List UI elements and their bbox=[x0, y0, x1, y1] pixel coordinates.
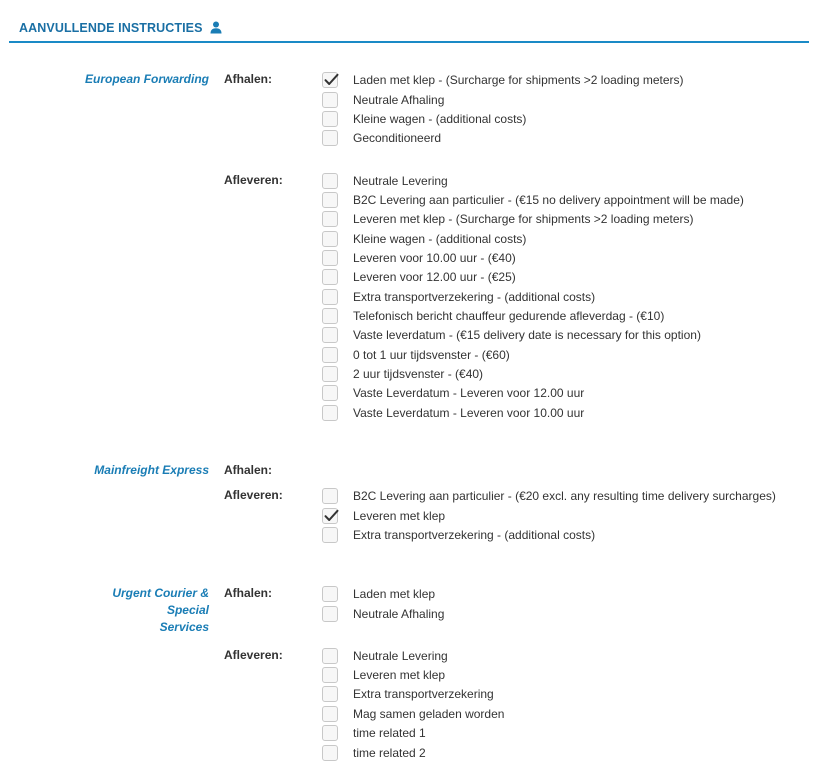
option-label: Neutrale Afhaling bbox=[353, 606, 445, 621]
checkbox[interactable] bbox=[322, 385, 338, 401]
option-row[interactable] bbox=[322, 526, 595, 543]
group-label-afleveren: Afleveren: bbox=[224, 648, 283, 662]
option-label: Leveren met klep bbox=[353, 667, 446, 682]
option-row[interactable] bbox=[322, 384, 584, 401]
option-row[interactable] bbox=[322, 487, 776, 504]
checkbox[interactable] bbox=[322, 508, 338, 524]
option-label: Vaste Leverdatum - Leveren voor 10.00 uur bbox=[353, 405, 585, 420]
option-label: B2C Levering aan particulier - (€20 excl. any resulting time delivery surcharges) bbox=[353, 488, 776, 503]
checkbox[interactable] bbox=[322, 706, 338, 722]
group-label-afhalen: Afhalen: bbox=[224, 72, 272, 86]
service-name-european-forwarding: European Forwarding bbox=[84, 72, 209, 86]
option-label: time related 1 bbox=[353, 725, 426, 740]
checkbox[interactable] bbox=[322, 527, 338, 543]
option-label: Extra transportverzekering bbox=[353, 686, 494, 701]
option-label: Leveren voor 12.00 uur - (€25) bbox=[353, 269, 516, 284]
option-label: time related 2 bbox=[353, 745, 426, 760]
option-label: Extra transportverzekering - (additional costs) bbox=[353, 527, 596, 542]
option-label: Vaste Leverdatum - Leveren voor 12.00 uur bbox=[353, 385, 585, 400]
option-row[interactable] bbox=[322, 346, 510, 363]
option-row[interactable] bbox=[322, 326, 701, 343]
service-name-line1: Urgent Courier & Special bbox=[112, 586, 209, 617]
service-name-mainfreight-express: Mainfreight Express bbox=[94, 463, 209, 477]
option-row[interactable] bbox=[322, 666, 445, 683]
group-label-afleveren: Afleveren: bbox=[224, 488, 283, 502]
option-label: Leveren met klep bbox=[353, 508, 446, 523]
checkmark-icon bbox=[323, 72, 339, 88]
option-label: Leveren voor 10.00 uur - (€40) bbox=[353, 250, 516, 265]
option-row[interactable] bbox=[322, 585, 435, 602]
group-label-afhalen: Afhalen: bbox=[224, 586, 272, 600]
service-name-line2: Services bbox=[159, 620, 209, 634]
checkbox[interactable] bbox=[322, 289, 338, 305]
service-name-urgent-courier bbox=[79, 585, 209, 636]
option-label: Neutrale Levering bbox=[353, 173, 448, 188]
option-label: Neutrale Afhaling bbox=[353, 92, 445, 107]
checkbox[interactable] bbox=[322, 366, 338, 382]
option-row[interactable] bbox=[322, 129, 441, 146]
checkbox[interactable] bbox=[322, 211, 338, 227]
option-row[interactable] bbox=[322, 744, 426, 761]
checkbox[interactable] bbox=[322, 606, 338, 622]
checkbox[interactable] bbox=[322, 347, 338, 363]
option-label: B2C Levering aan particulier - (€15 no delivery appointment will be made) bbox=[353, 192, 744, 207]
option-label: Laden met klep bbox=[353, 586, 436, 601]
option-row[interactable] bbox=[322, 71, 684, 88]
checkbox[interactable] bbox=[322, 686, 338, 702]
option-row[interactable] bbox=[322, 365, 483, 382]
option-row[interactable] bbox=[322, 268, 516, 285]
option-label: Leveren met klep - (Surcharge for shipments >2 loading meters) bbox=[353, 211, 694, 226]
option-row[interactable] bbox=[322, 288, 595, 305]
section-title: AANVULLENDE INSTRUCTIES bbox=[19, 21, 203, 35]
option-label: Geconditioneerd bbox=[353, 130, 442, 145]
option-label: Laden met klep - (Surcharge for shipments >2 loading meters) bbox=[353, 72, 684, 87]
checkbox[interactable] bbox=[322, 745, 338, 761]
option-label: Kleine wagen - (additional costs) bbox=[353, 111, 527, 126]
option-label: Mag samen geladen worden bbox=[353, 706, 505, 721]
option-row[interactable] bbox=[322, 110, 526, 127]
checkbox[interactable] bbox=[322, 231, 338, 247]
option-row[interactable] bbox=[322, 685, 494, 702]
person-icon bbox=[210, 21, 222, 34]
option-label: Telefonisch bericht chauffeur gedurende afleverdag - (€10) bbox=[353, 308, 665, 323]
checkbox[interactable] bbox=[322, 130, 338, 146]
option-row[interactable] bbox=[322, 230, 526, 247]
checkbox[interactable] bbox=[322, 308, 338, 324]
checkbox[interactable] bbox=[322, 72, 338, 88]
option-row[interactable] bbox=[322, 507, 445, 524]
option-row[interactable] bbox=[322, 404, 584, 421]
checkbox[interactable] bbox=[322, 648, 338, 664]
checkbox[interactable] bbox=[322, 269, 338, 285]
option-row[interactable] bbox=[322, 307, 664, 324]
option-row[interactable] bbox=[322, 191, 744, 208]
checkbox[interactable] bbox=[322, 667, 338, 683]
option-label: Vaste leverdatum - (€15 delivery date is necessary for this option) bbox=[353, 327, 701, 342]
option-row[interactable] bbox=[322, 249, 516, 266]
checkmark-icon bbox=[323, 508, 339, 524]
option-row[interactable] bbox=[322, 91, 444, 108]
checkbox[interactable] bbox=[322, 111, 338, 127]
group-label-afleveren: Afleveren: bbox=[224, 173, 283, 187]
option-label: Kleine wagen - (additional costs) bbox=[353, 231, 527, 246]
option-label: Neutrale Levering bbox=[353, 648, 448, 663]
option-row[interactable] bbox=[322, 172, 448, 189]
section-header bbox=[9, 0, 809, 43]
option-label: 0 tot 1 uur tijdsvenster - (€60) bbox=[353, 347, 510, 362]
group-label-afhalen: Afhalen: bbox=[224, 463, 272, 477]
checkbox[interactable] bbox=[322, 192, 338, 208]
option-row[interactable] bbox=[322, 210, 694, 227]
checkbox[interactable] bbox=[322, 250, 338, 266]
checkbox[interactable] bbox=[322, 488, 338, 504]
option-row[interactable] bbox=[322, 724, 426, 741]
checkbox[interactable] bbox=[322, 173, 338, 189]
checkbox[interactable] bbox=[322, 725, 338, 741]
checkbox[interactable] bbox=[322, 405, 338, 421]
option-row[interactable] bbox=[322, 647, 448, 664]
option-row[interactable] bbox=[322, 705, 504, 722]
checkbox[interactable] bbox=[322, 92, 338, 108]
option-label: Extra transportverzekering - (additional costs) bbox=[353, 289, 596, 304]
option-label: 2 uur tijdsvenster - (€40) bbox=[353, 366, 484, 381]
checkbox[interactable] bbox=[322, 586, 338, 602]
option-row[interactable] bbox=[322, 605, 444, 622]
checkbox[interactable] bbox=[322, 327, 338, 343]
